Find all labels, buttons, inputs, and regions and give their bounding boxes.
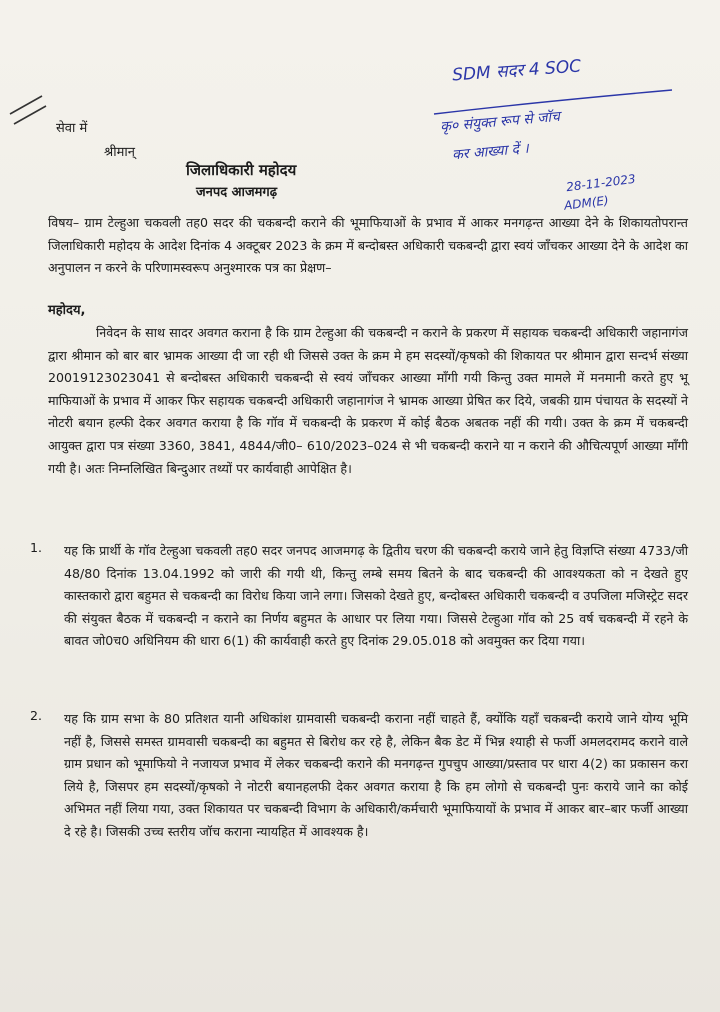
handwritten-note-signature: ADM(E) <box>563 193 610 213</box>
handwritten-note-date: 28-11-2023 <box>565 171 637 195</box>
letter-greeting: महोदय, <box>48 303 86 318</box>
letter-paragraph-1: निवेदन के साथ सादर अवगत कराना है कि ग्राम टेल्हुआ की चकबन्दी न कराने के प्रकरण में सहायक चकबन्दी अधिकारी जहानागंज द्वारा श्रीमान को बार बार भ्रामक आख्या दी जा रही थी जिससे उक्त के क्रम मे हम सदस्यों/कृषको की शिकायत पर श्रीमान द्वारा सन्दर्भ संख्या 20019123023041 से बन्दोबस्त अधिकारी चकबन्दी से स्वयं जाँचकर आख्या माँगी गयी किन्तु उक्त मामले में मनमानी करते हुए भू माफियाओं के प्रभाव में आकर फिर सहायक चकबन्दी अधिकारी जहानागंज ने भ्रामक आख्या प्रेषित कर दिये, जबकी ग्राम पंचायत के सदस्यों ने नोटरी बयान हल्फी देकर अवगत कराया है कि गॉव में चकबन्दी के प्रकरण में कोई बैठक अबतक नहीं की गयी। उक्त के क्रम में चकबन्दी आयुक्त द्वारा पत्र संख्या 3360, 3841, 4844/जी0– 610/2023–024 से भी चकबन्दी कराने या न कराने की औचित्यपूर्ण आख्या माँगी गयी है। अतः निम्नलिखित बिन्दुआर तथ्यों पर कार्यवाही आपेक्षित है। <box>48 325 688 476</box>
list-item: यह कि ग्राम सभा के 80 प्रतिशत यानी अधिकांश ग्रामवासी चकबन्दी कराना नहीं चाहते हैं, क्योंकि यहाँ चकबन्दी कराये जाने योग्य भूमि नहीं है, जिससे समस्त ग्रामवासी चकबन्दी का बहुमत से बिरोध कर रहे है, लेकिन बैक डेट में भिन्न श्याही से फर्जी अमलदरामद कराने वाले ग्राम प्रधान को भूमाफियो ने नजायज प्रभाव में लेकर चकबन्दी कराने की मनगढ़न्त गुपचुप आख्या/प्रस्ताव पर धारा 4(2) का प्रकासन करा लिये है, जिसपर हम सदस्यों/कृषको ने नोटरी बयानहलफी देकर अवगत कराया है कि हम लोगो से चकबन्दी पुनः कराये जाने का कोई अभिमत नहीं लिया गया, उक्त शिकायत पर चकबन्दी विभाग के अधिकारी/कर्मचारी भूमाफियायों के प्रभाव में आकर बार–बार फर्जी आख्या दे रहे है। जिसकी उच्च स्तरीय जॉच कराना न्यायहित में आवश्यक है। <box>64 711 688 839</box>
letter-title: जिलाधिकारी महोदय <box>186 161 297 179</box>
pen-tick-mark <box>6 92 52 132</box>
list-item-number: 2. <box>30 708 43 723</box>
handwritten-note-line3: कर आख्या दें । <box>451 140 530 164</box>
letter-subject: विषय– ग्राम टेल्हुआ चकवली तह0 सदर की चकबन्दी कराने की भूमाफियाओं के प्रभाव में आकर मनगढ़न्त आख्या देने के शिकायतोपरान्त जिलाधिकारी महोदय के आदेश दिनांक 4 अक्टूबर 2023 के क्रम में बन्दोबस्त अधिकारी चकबन्दी द्वारा स्वयं जाँचकर आख्या देने के आदेश का अनुपालन न करने के परिणामस्वरूप अनुश्मारक पत्र का प्रेक्षण– <box>48 215 688 276</box>
handwritten-note-line1: SDM सदर 4 SOC <box>451 56 582 86</box>
list-item-number: 1. <box>30 540 43 555</box>
handwritten-note-line2: कृ० संयुक्त रूप से जॉच <box>439 108 561 136</box>
addressee: श्रीमान् <box>104 145 135 160</box>
letter-district: जनपद आजमगढ़ <box>196 185 278 200</box>
list-item: यह कि प्रार्थी के गॉव टेल्हुआ चकवली तह0 सदर जनपद आजमगढ़ के द्वितीय चरण की चकबन्दी कराये जाने हेतु विज्ञप्ति संख्या 4733/जी 48/80 दिनांक 13.04.1992 को जारी की गयी थी, किन्तु लम्बे समय बितने के बाद चकबन्दी की आवश्यकता को न देखते हुए कास्तकारो द्वारा बहुमत से चकबन्दी का विरोध किया जाने लगा। जिसको देखते हुए, बन्दोबस्त अधिकारी चकबन्दी व उपजिला मजिस्ट्रेट सदर की संयुक्त बैठक में चकबन्दी न कराने का निर्णय बहुमत के आधार पर लिया गया। जिससे टेल्हुआ गॉव को 25 वर्ष चकबन्दी में रहने के बावत जो0च0 अधिनियम की धारा 6(1) की कार्यवाही करते हुए दिनांक 29.05.018 को अवमुक्त कर दिया गया। <box>64 543 688 649</box>
salutation: सेवा में <box>56 121 88 136</box>
